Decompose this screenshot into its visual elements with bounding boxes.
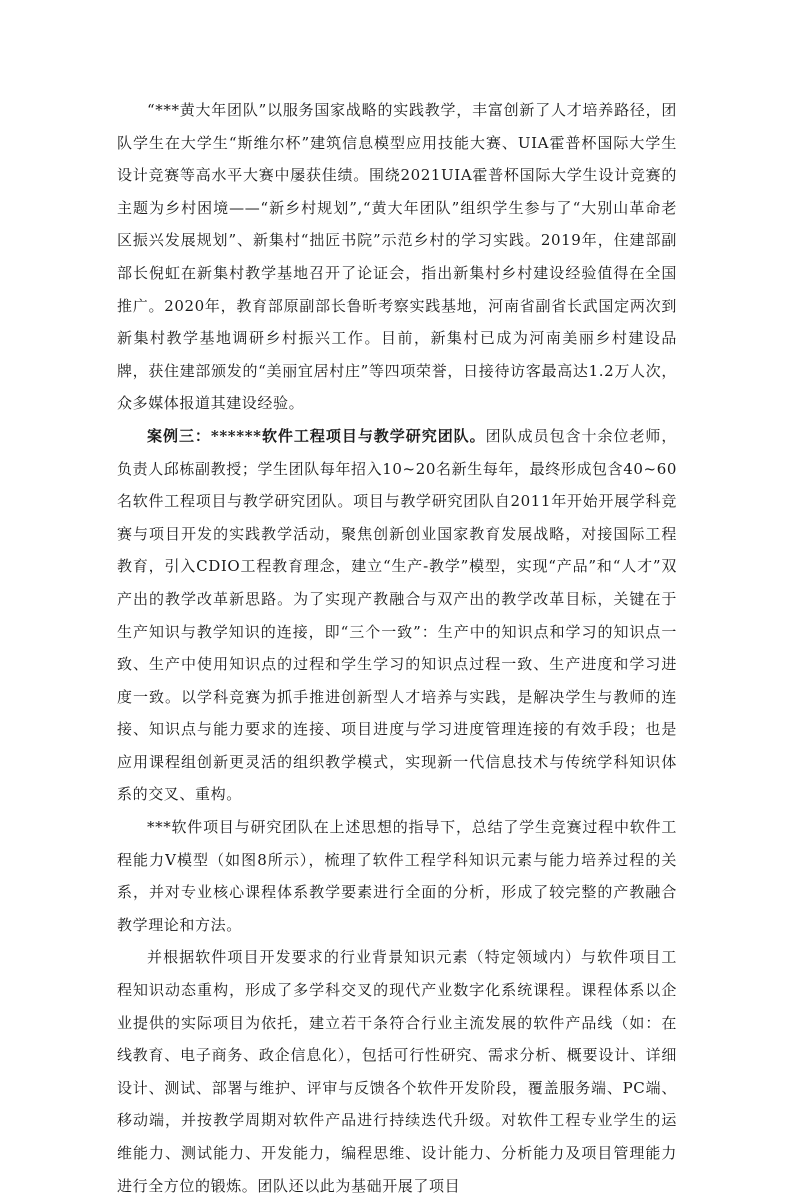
paragraph-3 <box>117 811 677 941</box>
case-three-heading: 案例三：******软件工程项目与教学研究团队。 <box>147 426 486 445</box>
paragraph-4-text: 并根据软件项目开发要求的行业背景知识元素（特定领域内）与软件项目工程知识动态重构，形成了多学科交叉的现代产业数字化系统课程。课程体系以企业提供的实际项目为依托，建立若干条符合行业主流发展的软件产品线（如：在线教育、电子商务、政企信息化），包括可行性研究、需求分析、概要设计、详细设计、测试、部署与维护、评审与反馈各个软件开发阶段，覆盖服务端、PC端、移动端，并按教学周期对软件产品进行持续迭代升级。对软件工程专业学生的运维能力、测试能力、开发能力，编程思维、设计能力、分析能力及项目管理能力进行全方位的锻炼。团队还以此为基础开展了项目 <box>117 948 677 1195</box>
paragraph-4 <box>117 941 677 1202</box>
paragraph-1-text: “***黄大年团队”以服务国家战略的实践教学，丰富创新了人才培养路径，团队学生在大学生“斯维尔杯”建筑信息模型应用技能大赛、UIA霍普杯国际大学生设计竞赛等高水平大赛中屡获佳绩。围绕2021UIA霍普杯国际大学生设计竞赛的主题为乡村困境——“新乡村规划”,“黄大年团队”组织学生参与了“大别山革命老区振兴发展规划”、新集村“拙匠书院”示范乡村的学习实践。2019年，住建部副部长倪虹在新集村教学基地召开了论证会，指出新集村乡村建设经验值得在全国推广。2020年，教育部原副部长鲁昕考察实践基地，河南省副省长武国定两次到新集村教学基地调研乡村振兴工作。目前，新集村已成为河南美丽乡村建设品牌，获住建部颁发的“美丽宜居村庄”等四项荣誉，日接待访客最高达1.2万人次，众多媒体报道其建设经验。 <box>117 101 677 413</box>
body-text <box>117 94 677 1202</box>
paragraph-3-text: ***软件项目与研究团队在上述思想的指导下，总结了学生竞赛过程中软件工程能力V模型（如图8所示），梳理了软件工程学科知识元素与能力培养过程的关系，并对专业核心课程体系教学要素进行全面的分析，形成了较完整的产教融合教学理论和方法。 <box>117 818 677 934</box>
paragraph-2 <box>117 420 677 811</box>
paragraph-2-text: 团队成员包含十余位老师，负责人邱栋副教授；学生团队每年招入10~20名新生每年，最终形成包含40~60名软件工程项目与教学研究团队。项目与教学研究团队自2011年开始开展学科竞赛与项目开发的实践教学活动，聚焦创新创业国家教育发展战略，对接国际工程教育，引入CDIO工程教育理念，建立“生产-教学”模型，实现“产品”和“人才”双产出的教学改革新思路。为了实现产教融合与双产出的教学改革目标，关键在于生产知识与教学知识的连接，即“三个一致”：生产中的知识点和学习的知识点一致、生产中使用知识点的过程和学生学习的知识点过程一致、生产进度和学习进度一致。以学科竞赛为抓手推进创新型人才培养与实践，是解决学生与教师的连接、知识点与能力要求的连接、项目进度与学习进度管理连接的有效手段；也是应用课程组创新更灵活的组织教学模式，实现新一代信息技术与传统学科知识体系的交叉、重构。 <box>117 426 678 804</box>
paragraph-1 <box>117 94 677 420</box>
